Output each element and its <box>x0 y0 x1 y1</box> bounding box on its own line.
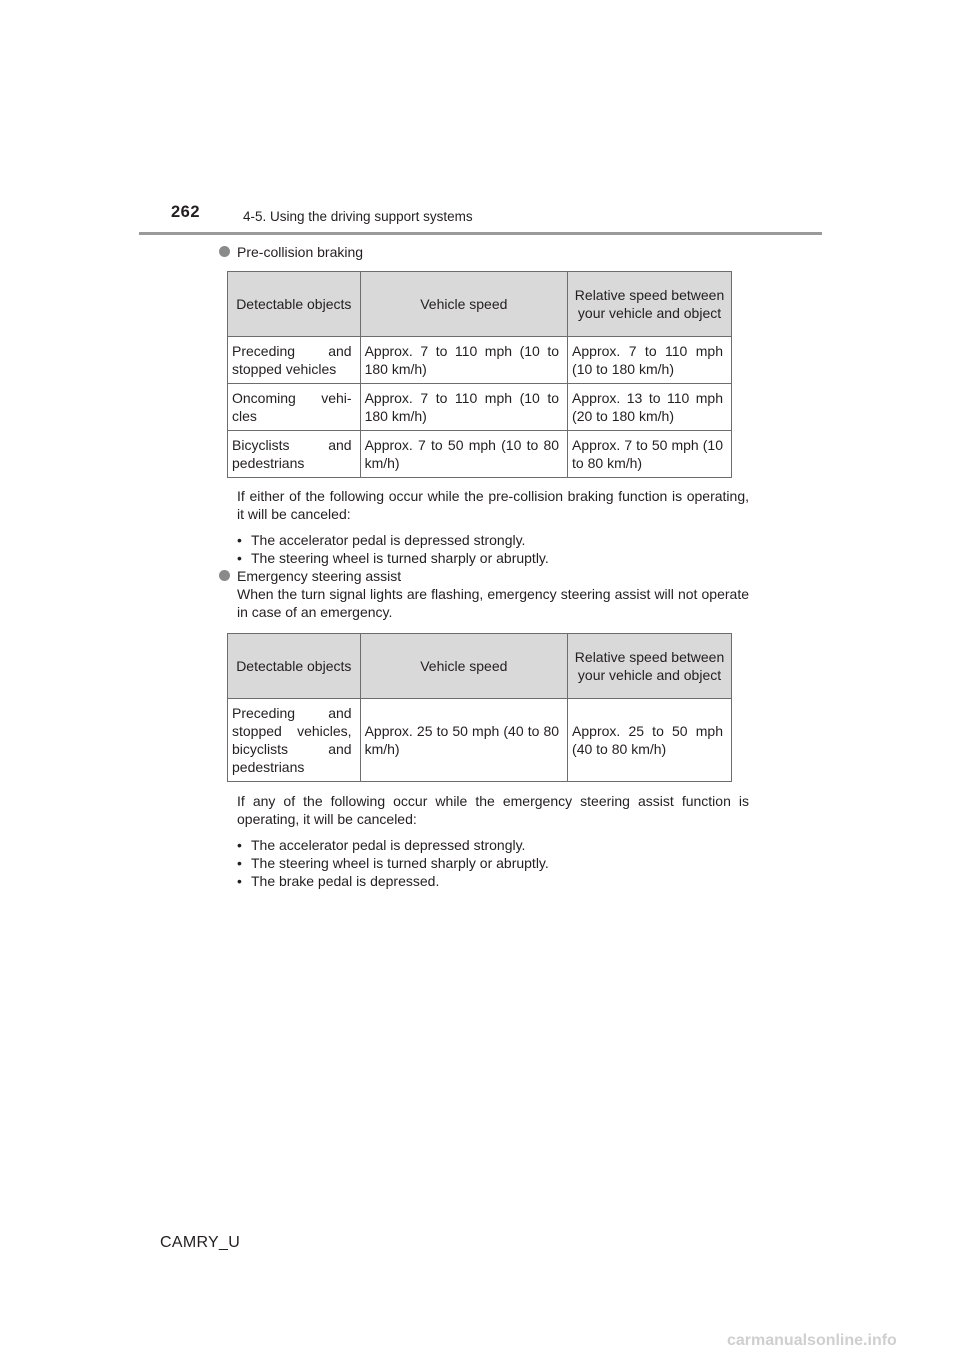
table-cell: Oncoming vehi-cles <box>228 384 361 431</box>
section-heading-pre-collision: Pre-collision braking <box>219 243 749 261</box>
table-cell: Approx. 7 to 110 mph (10 to 180 km/h) <box>568 337 732 384</box>
bullet-dot-icon <box>219 246 230 257</box>
header-cell: Detectable objects <box>228 634 361 699</box>
table-header-row <box>228 634 732 699</box>
header-cell: Relative speed between your vehicle and object <box>568 634 732 699</box>
table-cell: Approx. 25 to 50 mph (40 to 80 km/h) <box>568 699 732 782</box>
table-row <box>228 431 732 478</box>
emergency-steering-cancel-list <box>219 836 749 890</box>
list-item: • The accelerator pedal is depressed strongly. <box>237 836 749 854</box>
page-header <box>0 0 960 240</box>
header-cell: Vehicle speed <box>360 272 567 337</box>
table-cell: Approx. 13 to 110 mph (20 to 180 km/h) <box>568 384 732 431</box>
bullet-dot-icon <box>219 570 230 581</box>
header-divider <box>139 232 822 235</box>
table-cell: Bicyclists and pedestrians <box>228 431 361 478</box>
table-cell: Approx. 25 to 50 mph (40 to 80 km/h) <box>360 699 567 782</box>
list-item: • The brake pedal is depressed. <box>237 872 749 890</box>
table-row <box>228 699 732 782</box>
section-heading-emergency-steering: Emergency steering assist <box>219 567 749 585</box>
header-cell: Detectable objects <box>228 272 361 337</box>
page-content <box>219 243 749 890</box>
table-cell: Approx. 7 to 110 mph (10 to 180 km/h) <box>360 384 567 431</box>
table-cell: Preceding and stopped vehicles, bicyclists and pedestrians <box>228 699 361 782</box>
header-cell: Vehicle speed <box>360 634 567 699</box>
pre-collision-cancel-note: If either of the following occur while the pre-collision braking function is operating, it will be canceled: <box>237 488 749 522</box>
pre-collision-cancel-list <box>219 531 749 567</box>
emergency-steering-cancel-note: If any of the following occur while the emergency steering assist function is operating, it will be canceled: <box>237 793 749 827</box>
table-row <box>228 384 732 431</box>
list-item: • The steering wheel is turned sharply or abruptly. <box>237 549 749 567</box>
list-item: • The steering wheel is turned sharply or abruptly. <box>237 854 749 872</box>
table-cell: Approx. 7 to 50 mph (10 to 80 km/h) <box>568 431 732 478</box>
header-cell: Relative speed between your vehicle and object <box>568 272 732 337</box>
emergency-steering-table <box>227 633 732 782</box>
page-number: 262 <box>171 203 201 221</box>
table-cell: Preceding and stopped vehicles <box>228 337 361 384</box>
table-cell: Approx. 7 to 50 mph (10 to 80 km/h) <box>360 431 567 478</box>
watermark: carmanualsonline.info <box>727 1332 897 1349</box>
model-code: CAMRY_U <box>160 1234 241 1251</box>
section-title: 4-5. Using the driving support systems <box>243 209 473 224</box>
table-row <box>228 337 732 384</box>
table-header-row <box>228 272 732 337</box>
pre-collision-table <box>227 271 732 478</box>
table-cell: Approx. 7 to 110 mph (10 to 180 km/h) <box>360 337 567 384</box>
list-item: • The accelerator pedal is depressed strongly. <box>237 531 749 549</box>
emergency-steering-intro: When the turn signal lights are flashing, emergency steering assist will not operate in case of an emergency. <box>237 586 749 620</box>
